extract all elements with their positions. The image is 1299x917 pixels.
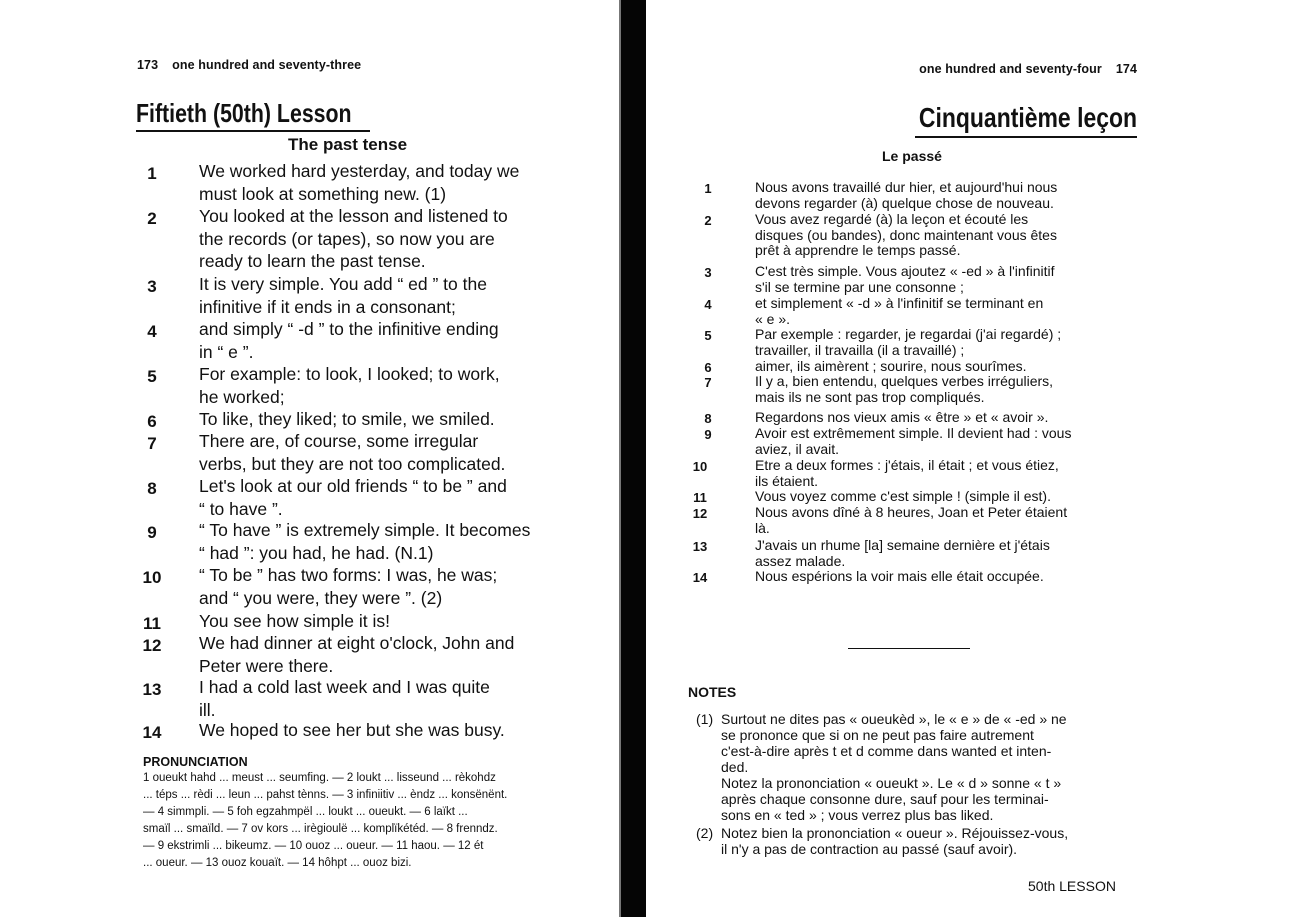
text-line: in “ e ”. — [199, 341, 254, 362]
text-line: il n'y a pas de contraction au passé (sauf avoir). — [721, 841, 1018, 857]
sentence-text — [199, 205, 599, 273]
text-line: « e ». — [755, 310, 791, 327]
french-sentence-number: 2 — [704, 213, 712, 228]
text-line: après chaque consonne dure, sauf pour les terminai- — [721, 791, 1049, 807]
french-sentence-text — [755, 489, 1140, 505]
text-line: assez malade. — [755, 552, 846, 569]
text-line: ils étaient. — [755, 472, 819, 489]
text-line: You looked at the lesson and listened to — [199, 206, 508, 226]
text-line: and “ you were, they were ”. (2) — [199, 587, 443, 608]
pronunciation-line: ... oueur. — 13 ouoz kouaït. — 14 hôhpt ... ouoz bizi. — [143, 857, 412, 869]
text-line: Regardons nos vieux amis « être » et « avoir ». — [755, 409, 1049, 425]
sentence-number: 7 — [147, 434, 157, 453]
sentence-number: 12 — [142, 636, 162, 655]
text-line: “ had ”: you had, he had. (N.1) — [199, 542, 434, 563]
text-line: Surtout ne dites pas « oueukèd », le « e » de « -ed » ne — [721, 711, 1067, 727]
text-line: disques (ou bandes), donc maintenant vous êtes — [755, 226, 1057, 243]
sentence-number: 2 — [147, 209, 157, 228]
sentence-number: 3 — [147, 277, 157, 296]
left-page — [0, 0, 621, 917]
text-line: verbs, but they are not too complicated. — [199, 453, 506, 474]
text-line: “ to have ”. — [199, 498, 283, 519]
french-sentence-number: 9 — [704, 427, 712, 442]
text-line: To like, they liked; to smile, we smiled. — [199, 409, 495, 429]
sentence-number: 5 — [147, 367, 157, 386]
text-line: s'il se termine par une consonne ; — [755, 278, 964, 295]
text-line: Notez bien la prononciation « oueur ». Réjouissez-vous, — [721, 825, 1069, 841]
french-title-underline — [915, 136, 1137, 138]
french-sentence-number: 1 — [704, 181, 712, 196]
french-sentence-number: 6 — [704, 360, 712, 375]
text-line: Etre a deux formes : j'étais, il était ; et vous étiez, — [755, 457, 1059, 473]
french-sentence-number: 4 — [704, 297, 712, 312]
french-subtitle: Le passé — [882, 148, 942, 164]
text-line: là. — [755, 519, 770, 536]
text-line: I had a cold last week and I was quite — [199, 677, 490, 697]
french-sentence-number: 3 — [704, 265, 712, 280]
text-line: Par exemple : regarder, je regardai (j'ai regardé) ; — [755, 326, 1062, 342]
french-sentence-text — [755, 374, 1140, 405]
text-line: and simply “ -d ” to the infinitive ending — [199, 319, 499, 339]
pronunciation-line: smaïl ... smaïld. — 7 ov kors ... irègioulë ... komplïkétéd. — 8 frenndz. — [143, 823, 498, 835]
sentence-text — [199, 408, 599, 431]
lesson-subtitle: The past tense — [288, 135, 408, 154]
sentence-text — [199, 318, 599, 363]
note-number: (1) — [696, 711, 714, 727]
right-page — [646, 0, 1299, 917]
text-line: ded. — [721, 759, 749, 775]
french-sentence-number: 14 — [692, 570, 708, 585]
french-sentence-text — [755, 569, 1140, 585]
left-page-header-text: one hundred and seventy-three — [172, 58, 362, 72]
text-line: For example: to look, I looked; to work, — [199, 364, 500, 384]
text-line: Peter were there. — [199, 655, 334, 676]
text-line: There are, of course, some irregular — [199, 431, 479, 451]
title-underline — [136, 130, 370, 132]
text-line: Avoir est extrêmement simple. Il devient had : vous — [755, 425, 1072, 441]
text-line: ill. — [199, 699, 216, 720]
right-page-header-text: one hundred and seventy-four — [919, 62, 1102, 76]
notes-separator — [848, 648, 970, 649]
right-page-header — [919, 62, 1137, 76]
text-line: he worked; — [199, 386, 285, 407]
french-sentence-text — [755, 327, 1140, 358]
text-line: sons en « ted » ; vous verrez plus bas liked. — [721, 807, 994, 823]
sentence-text — [199, 430, 599, 475]
notes-title: NOTES — [688, 684, 737, 700]
text-line: travailler, il travailla (il a travaillé) ; — [755, 341, 965, 358]
french-sentence-text — [755, 426, 1140, 457]
text-line: C'est très simple. Vous ajoutez « -ed » à l'infinitif — [755, 263, 1055, 279]
sentence-number: 11 — [143, 614, 161, 633]
pronunciation-line: — 9 ekstrimli ... bikeumz. — 10 ouoz ... oueur. — 11 haou. — 12 ét — [143, 840, 484, 852]
sentence-number: 9 — [147, 523, 157, 542]
french-sentence-number: 11 — [693, 490, 707, 505]
lesson-footer: 50th LESSON — [1028, 878, 1116, 894]
text-line: Nous avons travaillé dur hier, et aujourd'hui nous — [755, 179, 1058, 195]
text-line: et simplement « -d » à l'infinitif se terminant en — [755, 295, 1044, 311]
left-page-number: 173 — [137, 58, 159, 72]
text-line: Nous espérions la voir mais elle était occupée. — [755, 568, 1044, 584]
text-line: aimer, ils aimèrent ; sourire, nous sourîmes. — [755, 358, 1027, 374]
text-line: devons regarder (à) quelque chose de nouveau. — [755, 194, 1054, 211]
sentence-number: 6 — [147, 412, 157, 431]
french-lesson-title: Cinquantième leçon — [918, 102, 1137, 133]
text-line: It is very simple. You add “ ed ” to the — [199, 274, 487, 294]
book-gutter — [621, 0, 646, 917]
french-sentence-number: 5 — [704, 328, 712, 343]
pronunciation-line: — 4 simmpli. — 5 foh egzahmpël ... loukt ... oueukt. — 6 laïkt ... — [143, 806, 468, 818]
pronunciation-block — [143, 770, 603, 872]
sentence-number: 13 — [142, 680, 162, 699]
sentence-text — [199, 719, 599, 742]
french-sentence-text — [755, 410, 1140, 426]
sentence-number: 4 — [147, 322, 157, 341]
left-page-header — [137, 58, 361, 72]
text-line: We had dinner at eight o'clock, John and — [199, 633, 515, 653]
pronunciation-title: PRONUNCIATION — [143, 755, 248, 769]
sentence-number: 8 — [147, 479, 157, 498]
text-line: Nous avons dîné à 8 heures, Joan et Peter étaient — [755, 504, 1068, 520]
french-sentence-text — [755, 505, 1140, 536]
french-sentence-text — [755, 538, 1140, 569]
text-line: Notez la prononciation « oueukt ». Le « d » sonne « t » — [721, 775, 1062, 791]
text-line: “ To be ” has two forms: I was, he was; — [199, 565, 498, 585]
text-line: Let's look at our old friends “ to be ” and — [199, 476, 507, 496]
pronunciation-line: ... téps ... rèdi ... leun ... pahst tènns. — 3 infiniitiv ... èndz ... konsënënt. — [143, 789, 508, 801]
sentence-text — [199, 363, 599, 408]
note-text — [721, 825, 1141, 857]
french-sentence-number: 8 — [704, 411, 712, 426]
text-line: Vous voyez comme c'est simple ! (simple il est). — [755, 488, 1051, 504]
sentence-number: 14 — [142, 723, 162, 742]
french-sentence-number: 13 — [692, 539, 708, 554]
sentence-text — [199, 564, 599, 609]
french-sentence-number: 10 — [692, 459, 708, 474]
sentence-text — [199, 160, 599, 205]
sentence-text — [199, 519, 599, 564]
text-line: Il y a, bien entendu, quelques verbes irréguliers, — [755, 373, 1054, 389]
sentence-number: 1 — [147, 164, 157, 183]
text-line: ready to learn the past tense. — [199, 251, 426, 272]
text-line: Vous avez regardé (à) la leçon et écouté les — [755, 211, 1029, 227]
french-sentence-text — [755, 458, 1140, 489]
text-line: must look at something new. (1) — [199, 183, 447, 204]
sentence-text — [199, 676, 599, 721]
text-line: You see how simple it is! — [199, 611, 390, 631]
french-sentence-text — [755, 180, 1140, 211]
pronunciation-line: 1 oueukt hahd ... meust ... seumfing. — 2 loukt ... lisseund ... rèkohdz — [143, 772, 496, 784]
sentence-text — [199, 475, 599, 520]
text-line: “ To have ” is extremely simple. It becomes — [199, 520, 531, 540]
text-line: We hoped to see her but she was busy. — [199, 720, 505, 740]
sentence-text — [199, 273, 599, 318]
text-line: the records (or tapes), so now you are — [199, 228, 495, 249]
french-sentence-text — [755, 296, 1140, 327]
french-sentence-text — [755, 264, 1140, 295]
text-line: J'avais un rhume [la] semaine dernière et j'étais — [755, 537, 1050, 553]
text-line: aviez, il avait. — [755, 440, 840, 457]
text-line: se prononce que si on ne peut pas faire autrement — [721, 727, 1034, 743]
note-number: (2) — [696, 825, 714, 841]
text-line: mais ils ne sont pas trop compliqués. — [755, 388, 985, 405]
note-text — [721, 711, 1141, 823]
text-line: infinitive if it ends in a consonant; — [199, 296, 456, 317]
sentence-number: 10 — [142, 568, 162, 587]
text-line: c'est-à-dire après t et d comme dans wanted et inten- — [721, 743, 1052, 759]
right-page-number: 174 — [1115, 62, 1137, 76]
lesson-title: Fiftieth (50th) Lesson — [136, 98, 352, 128]
sentence-text — [199, 610, 599, 633]
french-sentence-text — [755, 212, 1140, 259]
text-line: We worked hard yesterday, and today we — [199, 161, 520, 181]
text-line: prêt à apprendre le temps passé. — [755, 242, 961, 258]
sentence-text — [199, 632, 599, 677]
french-sentence-number: 7 — [704, 375, 712, 390]
french-sentence-number: 12 — [692, 506, 708, 521]
